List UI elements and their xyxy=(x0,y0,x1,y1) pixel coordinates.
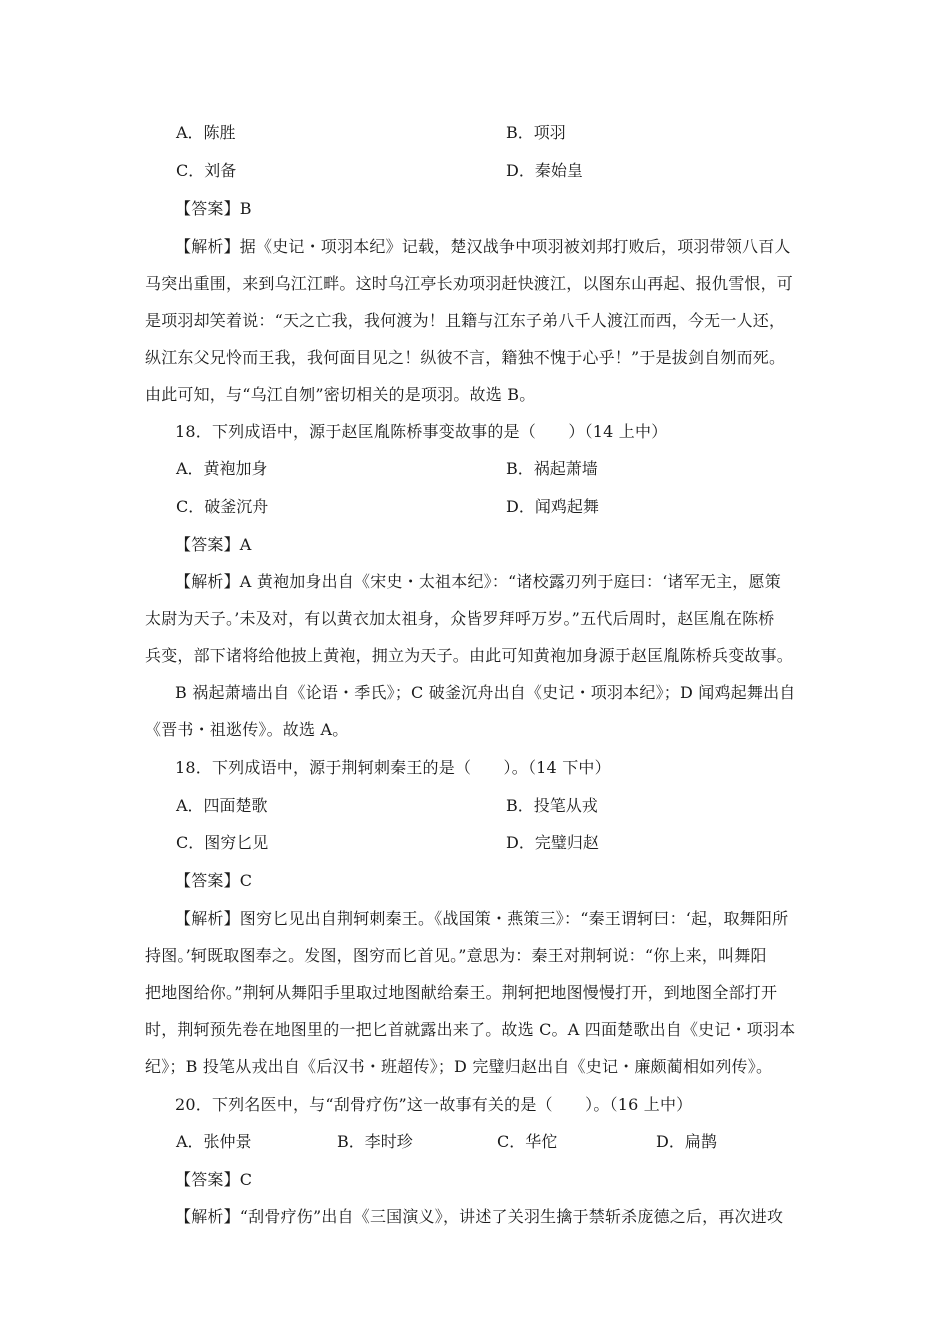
q20-stem: 20．下列名医中，与“刮骨疗伤”这一故事有关的是（ ）。（16 上中） xyxy=(175,1095,693,1114)
q18b-analysis-line: 把地图给你。”荆轲从舞阳手里取过地图献给秦王。荆轲把地图慢慢打开，到地图全部打开 xyxy=(145,983,778,1002)
q17-answer: 【答案】B xyxy=(175,199,252,218)
q20-analysis-line: 【解析】“刮骨疗伤”出自《三国演义》，讲述了关羽生擒于禁斩杀庞德之后，再次进攻 xyxy=(175,1207,784,1226)
q18a-analysis-line: 太尉为天子。’未及对，有以黄衣加太祖身，众皆罗拜呼万岁。”五代后周时，赵匡胤在陈桥 xyxy=(145,609,775,628)
q18a-option-a: A．黄袍加身 xyxy=(176,459,268,478)
q18b-analysis-line: 持图。’轲既取图奉之。发图，图穷而匕首见。”意思为：秦王对荆轲说：“你上来，叫舞阳 xyxy=(145,946,767,965)
q17-option-c: C．刘备 xyxy=(176,161,237,180)
q17-analysis-line: 是项羽却笑着说：“天之亡我，我何渡为！且籍与江东子弟八千人渡江而西，今无一人还， xyxy=(145,311,786,330)
q18b-option-a: A．四面楚歌 xyxy=(176,796,268,815)
q18b-stem: 18．下列成语中，源于荆轲刺秦王的是（ ）。（14 下中） xyxy=(175,758,611,777)
q18b-answer: 【答案】C xyxy=(175,871,253,890)
q20-answer: 【答案】C xyxy=(175,1170,253,1189)
q18b-analysis-line: 时，荆轲预先卷在地图里的一把匕首就露出来了。故选 C。A 四面楚歌出自《史记・项羽本 xyxy=(145,1020,796,1039)
q18b-analysis-line: 纪》；B 投笔从戎出自《后汉书・班超传》；D 完璧归赵出自《史记・廉颇蔺相如列传》。 xyxy=(145,1057,773,1076)
q18a-stem: 18．下列成语中，源于赵匡胤陈桥事变故事的是（ ）（14 上中） xyxy=(175,422,668,441)
q17-option-b: B．项羽 xyxy=(506,123,566,142)
q17-analysis-line: 纵江东父兄怜而王我，我何面目见之！纵彼不言，籍独不愧于心乎！”于是拔剑自刎而死。 xyxy=(145,348,786,367)
q18a-analysis-line: 【解析】A 黄袍加身出自《宋史・太祖本纪》：“诸校露刃列于庭曰：‘诸军无主，愿策 xyxy=(175,572,781,591)
q17-analysis-line: 【解析】据《史记・项羽本纪》记载，楚汉战争中项羽被刘邦打败后，项羽带领八百人 xyxy=(175,237,791,256)
q17-analysis-line: 由此可知，与“乌江自刎”密切相关的是项羽。故选 B。 xyxy=(145,385,536,404)
q18a-option-b: B．祸起萧墙 xyxy=(506,459,598,478)
q18a-analysis-line: 兵变，部下诸将给他披上黄袍，拥立为天子。由此可知黄袍加身源于赵匡胤陈桥兵变故事。 xyxy=(145,646,794,665)
q17-analysis-line: 马突出重围，来到乌江江畔。这时乌江亭长劝项羽赶快渡江，以图东山再起、报仇雪恨，可 xyxy=(145,274,794,293)
q18a-analysis-line: 《晋书・祖逖传》。故选 A。 xyxy=(145,720,349,739)
q18a-analysis-line: B 祸起萧墙出自《论语・季氏》；C 破釜沉舟出自《史记・项羽本纪》；D 闻鸡起舞出自 xyxy=(175,683,796,702)
q18a-option-c: C．破釜沉舟 xyxy=(176,497,269,516)
q18a-answer: 【答案】A xyxy=(175,535,252,554)
q20-option-d: D．扁鹊 xyxy=(656,1132,717,1151)
q18b-option-d: D．完璧归赵 xyxy=(506,833,599,852)
q18b-option-b: B．投笔从戎 xyxy=(506,796,598,815)
q18b-option-c: C．图穷匕见 xyxy=(176,833,269,852)
q20-option-c: C．华佗 xyxy=(497,1132,558,1151)
q20-option-b: B．李时珍 xyxy=(337,1132,413,1151)
q18b-analysis-line: 【解析】图穷匕见出自荆轲刺秦王。《战国策・燕策三》：“秦王谓轲曰：‘起，取舞阳所 xyxy=(175,909,789,928)
q17-option-d: D．秦始皇 xyxy=(506,161,583,180)
q18a-option-d: D．闻鸡起舞 xyxy=(506,497,599,516)
q20-option-a: A．张仲景 xyxy=(176,1132,252,1151)
q17-option-a: A．陈胜 xyxy=(176,123,236,142)
